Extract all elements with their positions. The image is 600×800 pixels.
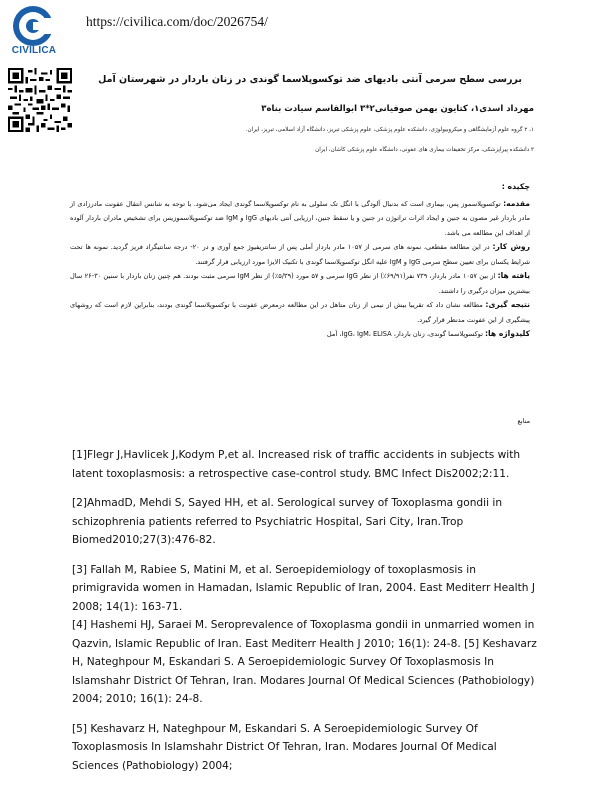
abstract-heading: چکیده : (501, 182, 530, 191)
abstract-introduction (70, 197, 530, 241)
references-label: منابع (517, 417, 530, 425)
abstract-conclusion (70, 298, 530, 327)
results-label: یافته ها: (497, 271, 530, 280)
document-url[interactable]: https://civilica.com/doc/2026754/ (86, 14, 268, 29)
introduction-text: توکسوپلاسموز پس، بیماری است که بدنبال آلودگی با انگل تک سلولی به نام توکسوپلاسما گوندی ایجاد می‌شود. با توجه به شانس انتقال عفونت مادرزادی از مادر باردار غیر مصون به جنین و ایجاد اثرات تراتوژن در جنین و یا سقط جنین، ارزیابی آنتی بادیهای IgG و IgM ضد توکسوپلاسموزیس برای تشخیص مادران باردار آلوده از اهداف این مطالعه می باشد. (70, 199, 530, 237)
references-list (72, 446, 540, 786)
conclusion-label: نتیجه گیری: (485, 300, 530, 309)
abstract-method (70, 240, 530, 269)
abstract-results (70, 269, 530, 298)
logo-text: CIVILICA (11, 45, 57, 56)
paper-authors: مهرداد اسدی۱، کتایون بهمن صوفیانی۲*۳ ابوالقاسم سیادت بناه۳ (261, 104, 534, 114)
method-text: در این مطالعه مقطعی، نمونه های سرمی از ۱۰۵۷ مادر باردار آملی پس از سانتریفیوژ جمع آوری و در ۲۰- درجه سانتیگراد فریز گردید. نمونه ها تحت شرایط یکسان برای تعیین سطح سرمی IgG و IgM علیه انگل توکسوپلاسما گوندی با تکنیک الایزا مورد ارزیابی قرار گرفتند. (70, 243, 530, 266)
abstract-keywords (70, 327, 530, 342)
conclusion-text: مطالعه نشان داد که تقریبا بیش از نیمی از زنان متاهل در این مطالعه درمعرض عفونت با توکسوپلاسما گوندی بودند، بنابراین لازم است که روشهای پیشگیری از این عفونت مدنظر قرار گیرد. (70, 301, 530, 324)
affiliation-1: ۱، ۲ گروه علوم آزمایشگاهی و میکروبیولوژی، دانشکده علوم پزشکی، علوم پزشکی تبریز، دانشگاه آزاد اسلامی، تبریز، ایران. (245, 127, 534, 133)
results-text: از بین ۱۰۵۷ مادر باردار، ۷۳۹ نفر(۶۹/۹۱٪) از نظر IgG سرمی و ۵۷ مورد (۵/۳۹٪) از نظر IgM سرمی مثبت بودند. هم چنین زنان باردار با سنین ۳۰-۲۶ سال بیشترین میزان درگیری را داشتند. (70, 272, 530, 295)
reference-item: [4] Hashemi HJ, Saraei M. Seroprevalence of Toxoplasma gondii in unmarried women in Qazvin, Islamic Republic of Iran. East Mediterr Health J 2010; 16(1): 24-8. [5] Keshavarz H, Nateghpour M, Eskandari S. A Seroepidemiologic Survey Of Toxoplasmosis In Islamshahr District Of Tehran, Iran. Modares Journal Of Medical Sciences (Pathobiology) 2004; 2010; 16(1): 24-8. (72, 619, 537, 705)
reference-item: [1]Flegr J,Havlicek J,Kodym P,et al. Increased risk of traffic accidents in subjects with latent toxoplasmosis: a retrospective case-control study. BMC Infect Dis2002;2:11. (72, 449, 521, 480)
keywords-label: کلیدواژه ها: (485, 329, 530, 338)
reference-item: [2]AhmadD, Mehdi S, Sayed HH, et al. Serological survey of Toxoplasma gondii in schizophrenia patients referred to Psychiatric Hospital, Sari City, Iran.Trop Biomed2010;27(3):476-82. (72, 497, 503, 546)
affiliation-2: ۳ دانشکده پیراپزشکی، مرکز تحقیقات بیماری های عفونی، دانشگاه علوم پزشکی کاشان، ایران (315, 147, 534, 153)
abstract (70, 180, 530, 342)
method-label: روش کار: (492, 242, 531, 251)
introduction-label: مقدمه: (503, 198, 530, 208)
paper-title: بررسی سطح سرمی آنتی بادیهای ضد توکسوپلاسما گوندی در زنان باردار در شهرستان آمل (98, 74, 522, 85)
reference-item: [3] Fallah M, Rabiee S, Matini M, et al. Seroepidemiology of toxoplasmosis in primigravida women in Hamadan, Islamic Republic of Iran, 2004. East Mediterr Health J 2008; 14(1): 163-71. (72, 563, 535, 613)
reference-item: [5] Keshavarz H, Nateghpour M, Eskandari S. A Seroepidemiologic Survey Of Toxoplasmosis In Islamshahr District Of Tehran, Iran. Modares Journal Of Medical Sciences (Pathobiology) 2004; (72, 722, 497, 772)
qr-code-icon (8, 68, 72, 132)
keywords-text: توکسوپلاسما گوندی، زنان باردار، IgG، IgM، ELISA، آمل (326, 330, 483, 338)
